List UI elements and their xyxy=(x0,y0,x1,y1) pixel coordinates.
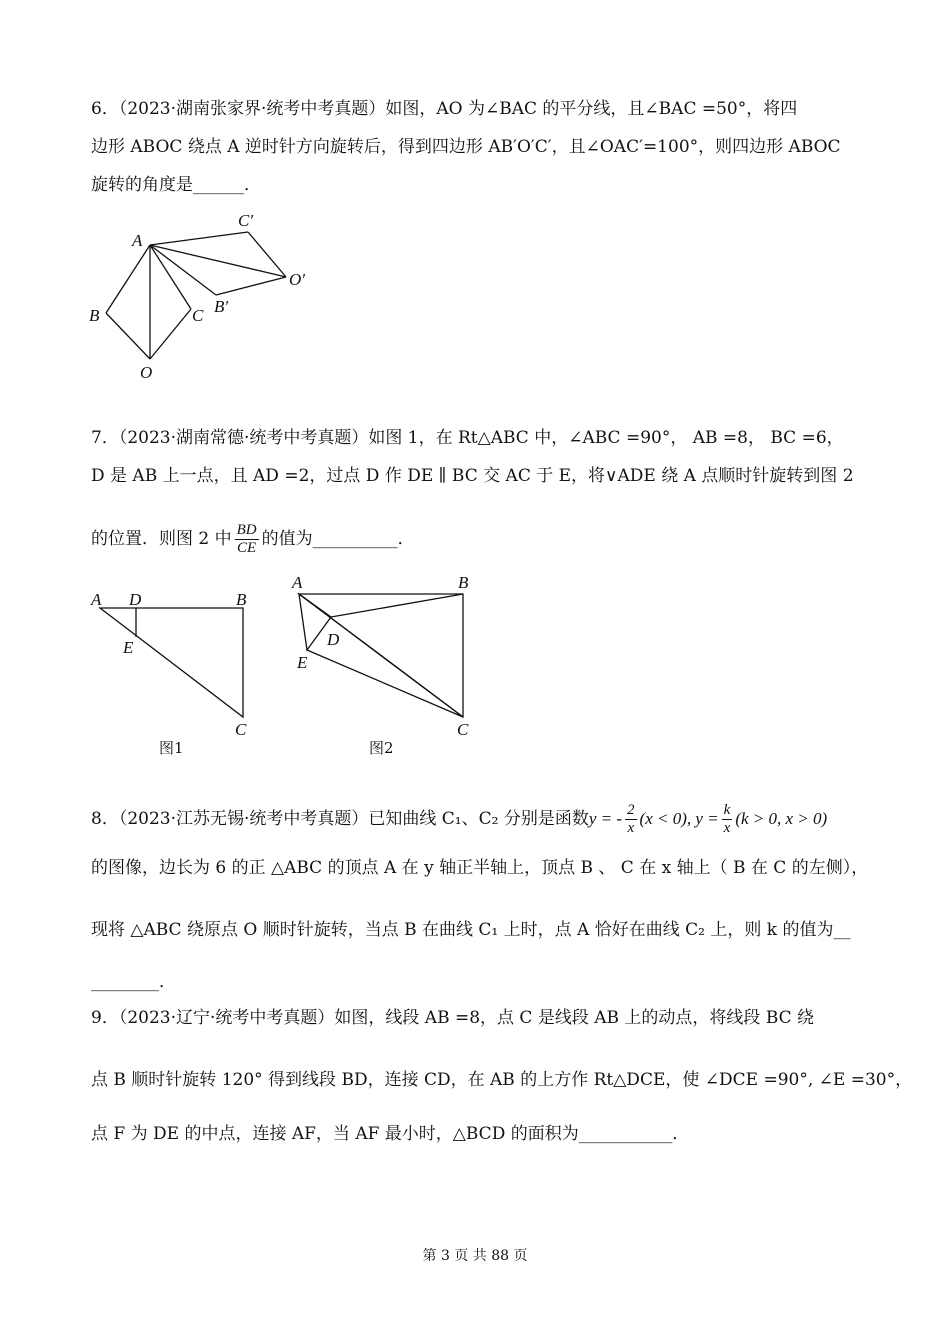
q8-line1-pre: 8．（2023·江苏无锡·统考中考真题）已知曲线 C₁、C₂ 分别是函数 xyxy=(91,809,589,829)
q7-fig2-label-E: E xyxy=(297,653,308,672)
q8-formula-c: (k > 0, x > 0) xyxy=(735,809,828,828)
q6-line1: 6．（2023·湖南张家界·统考中考真题）如图，AO 为∠BAC 的平分线，且∠BAC =50°，将四 xyxy=(91,99,798,119)
q7-line3-post: 的值为__________． xyxy=(261,529,415,549)
q7-frac-num: BD xyxy=(236,522,257,538)
q7-fig2-label-A: A xyxy=(292,573,303,592)
q7-fig1-label-C: C xyxy=(235,720,247,739)
q8-frac2-num: k xyxy=(723,802,731,818)
q6-line3: 旋转的角度是______． xyxy=(91,175,261,195)
q6-label-A: A xyxy=(132,231,143,250)
q9-line1: 9．（2023·辽宁·统考中考真题）如图，线段 AB =8，点 C 是线段 AB 上的动点，将线段 BC 绕 xyxy=(91,1008,815,1028)
q8-line2: 的图像，边长为 6 的正 △ABC 的顶点 A 在 y 轴正半轴上，顶点 B 、 C 在 x 轴上（ B 在 C 的左侧）， xyxy=(91,858,869,878)
q7-caption-2: 图2 xyxy=(369,739,394,757)
q8-line4: ________． xyxy=(91,972,176,992)
q8-frac2-den: x xyxy=(723,820,731,836)
q7-fig2-label-B: B xyxy=(458,573,469,592)
q7-line3-pre: 的位置．则图 2 中 xyxy=(91,529,232,549)
q6-label-B: B xyxy=(89,306,100,325)
q7-line3 xyxy=(91,522,870,557)
q8-formula-a: y = - xyxy=(588,809,623,828)
q9-line2: 点 B 顺时针旋转 120° 得到线段 BD，连接 CD，在 AB 的上方作 Rt△DCE，使 ∠DCE =90°, ∠E =30°， xyxy=(91,1070,913,1090)
q6-label-O: O xyxy=(140,363,153,382)
q8-fraction-1 xyxy=(625,802,637,837)
q6-label-Cprime: C′ xyxy=(238,211,254,230)
page-footer: 第 3 页 共 88 页 xyxy=(422,1248,528,1264)
q7-fig1-label-D: D xyxy=(129,590,142,609)
q6-line2: 边形 ABOC 绕点 A 逆时针方向旋转后，得到四边形 AB′O′C′，且∠OAC′=100°，则四边形 ABOC xyxy=(91,137,841,157)
q8-formula-b: (x < 0), y = xyxy=(639,809,719,828)
q8-line3: 现将 △ABC 绕原点 O 顺时针旋转，当点 B 在曲线 C₁ 上时，点 A 恰好在曲线 C₂ 上，则 k 的值为__ xyxy=(91,920,851,940)
q7-fig2-label-C: C xyxy=(457,720,469,739)
q7-line1: 7．（2023·湖南常德·统考中考真题）如图 1，在 Rt△ABC 中，∠ABC =90°， AB =8， BC =6， xyxy=(91,428,844,448)
q7-caption-1: 图1 xyxy=(159,739,184,757)
q8-line1 xyxy=(91,802,870,837)
q7-frac-den: CE xyxy=(237,540,257,556)
q7-fig1-label-B: B xyxy=(236,590,247,609)
q7-fraction xyxy=(235,522,259,557)
q8-fraction-2 xyxy=(722,802,733,837)
q8-frac1-num: 2 xyxy=(627,802,635,818)
q9-line3: 点 F 为 DE 的中点，连接 AF，当 AF 最小时，△BCD 的面积为___________． xyxy=(91,1124,690,1144)
q7-line2: D 是 AB 上一点，且 AD =2，过点 D 作 DE ∥ BC 交 AC 于 E，将∨ADE 绕 A 点顺时针旋转到图 2 xyxy=(91,466,854,486)
q7-fig1-label-A: A xyxy=(91,590,102,609)
q7-fig2-label-D: D xyxy=(327,630,340,649)
q7-figure-1 xyxy=(85,575,265,745)
q6-label-Bprime: B′ xyxy=(214,297,229,316)
q7-fig1-label-E: E xyxy=(123,638,134,657)
q7-figure-2 xyxy=(285,570,485,740)
q8-frac1-den: x xyxy=(627,820,635,836)
q6-figure xyxy=(80,200,330,390)
q6-label-Oprime: O′ xyxy=(289,270,305,289)
q6-label-C: C xyxy=(192,306,204,325)
